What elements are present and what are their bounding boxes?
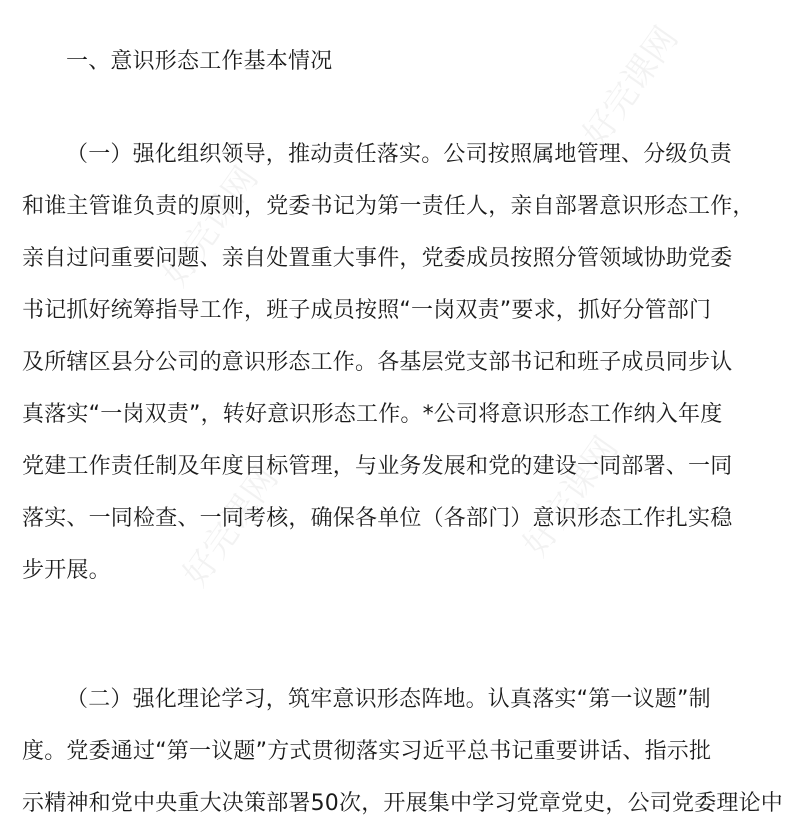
section-heading: 一、意识形态工作基本情况 bbox=[66, 49, 333, 74]
paragraph-line: （二）强化理论学习，筑牢意识形态阵地。认真落实“第一议题”制 bbox=[66, 687, 711, 712]
paragraph-line: 落实、一同检查、一同考核，确保各单位（各部门）意识形态工作扎实稳 bbox=[22, 506, 733, 531]
paragraph-line: 党建工作责任制及年度目标管理，与业务发展和党的建设一同部署、一同 bbox=[22, 454, 733, 479]
paragraph-line: 和谁主管谁负责的原则，党委书记为第一责任人，亲自部署意识形态工作， bbox=[22, 194, 755, 219]
paragraph-line: 示精神和党中央重大决策部署50次，开展集中学习党章党史，公司党委理论中 bbox=[22, 791, 783, 816]
paragraph-line: 书记抓好统筹指导工作，班子成员按照“一岗双责”要求，抓好分管部门 bbox=[22, 298, 712, 323]
paragraph-line: （一）强化组织领导，推动责任落实。公司按照属地管理、分级负责 bbox=[66, 142, 733, 167]
watermark-text: 好完课网 bbox=[575, 19, 687, 154]
watermark-text: 好完课网 bbox=[175, 459, 287, 594]
paragraph-line: 及所辖区县分公司的意识形态工作。各基层党支部书记和班子成员同步认 bbox=[22, 350, 733, 375]
watermark-text: 好完课网 bbox=[515, 429, 627, 564]
paragraph-line: 亲自过问重要问题、亲自处置重大事件，党委成员按照分管领域协助党委 bbox=[22, 246, 733, 271]
watermark-text: 好完课网 bbox=[155, 159, 267, 294]
paragraph-line: 真落实“一岗双责”，转好意识形态工作。*公司将意识形态工作纳入年度 bbox=[22, 402, 723, 427]
paragraph-line: 步开展。 bbox=[22, 558, 111, 583]
paragraph-line: 度。党委通过“第一议题”方式贯彻落实习近平总书记重要讲话、指示批 bbox=[22, 739, 712, 764]
